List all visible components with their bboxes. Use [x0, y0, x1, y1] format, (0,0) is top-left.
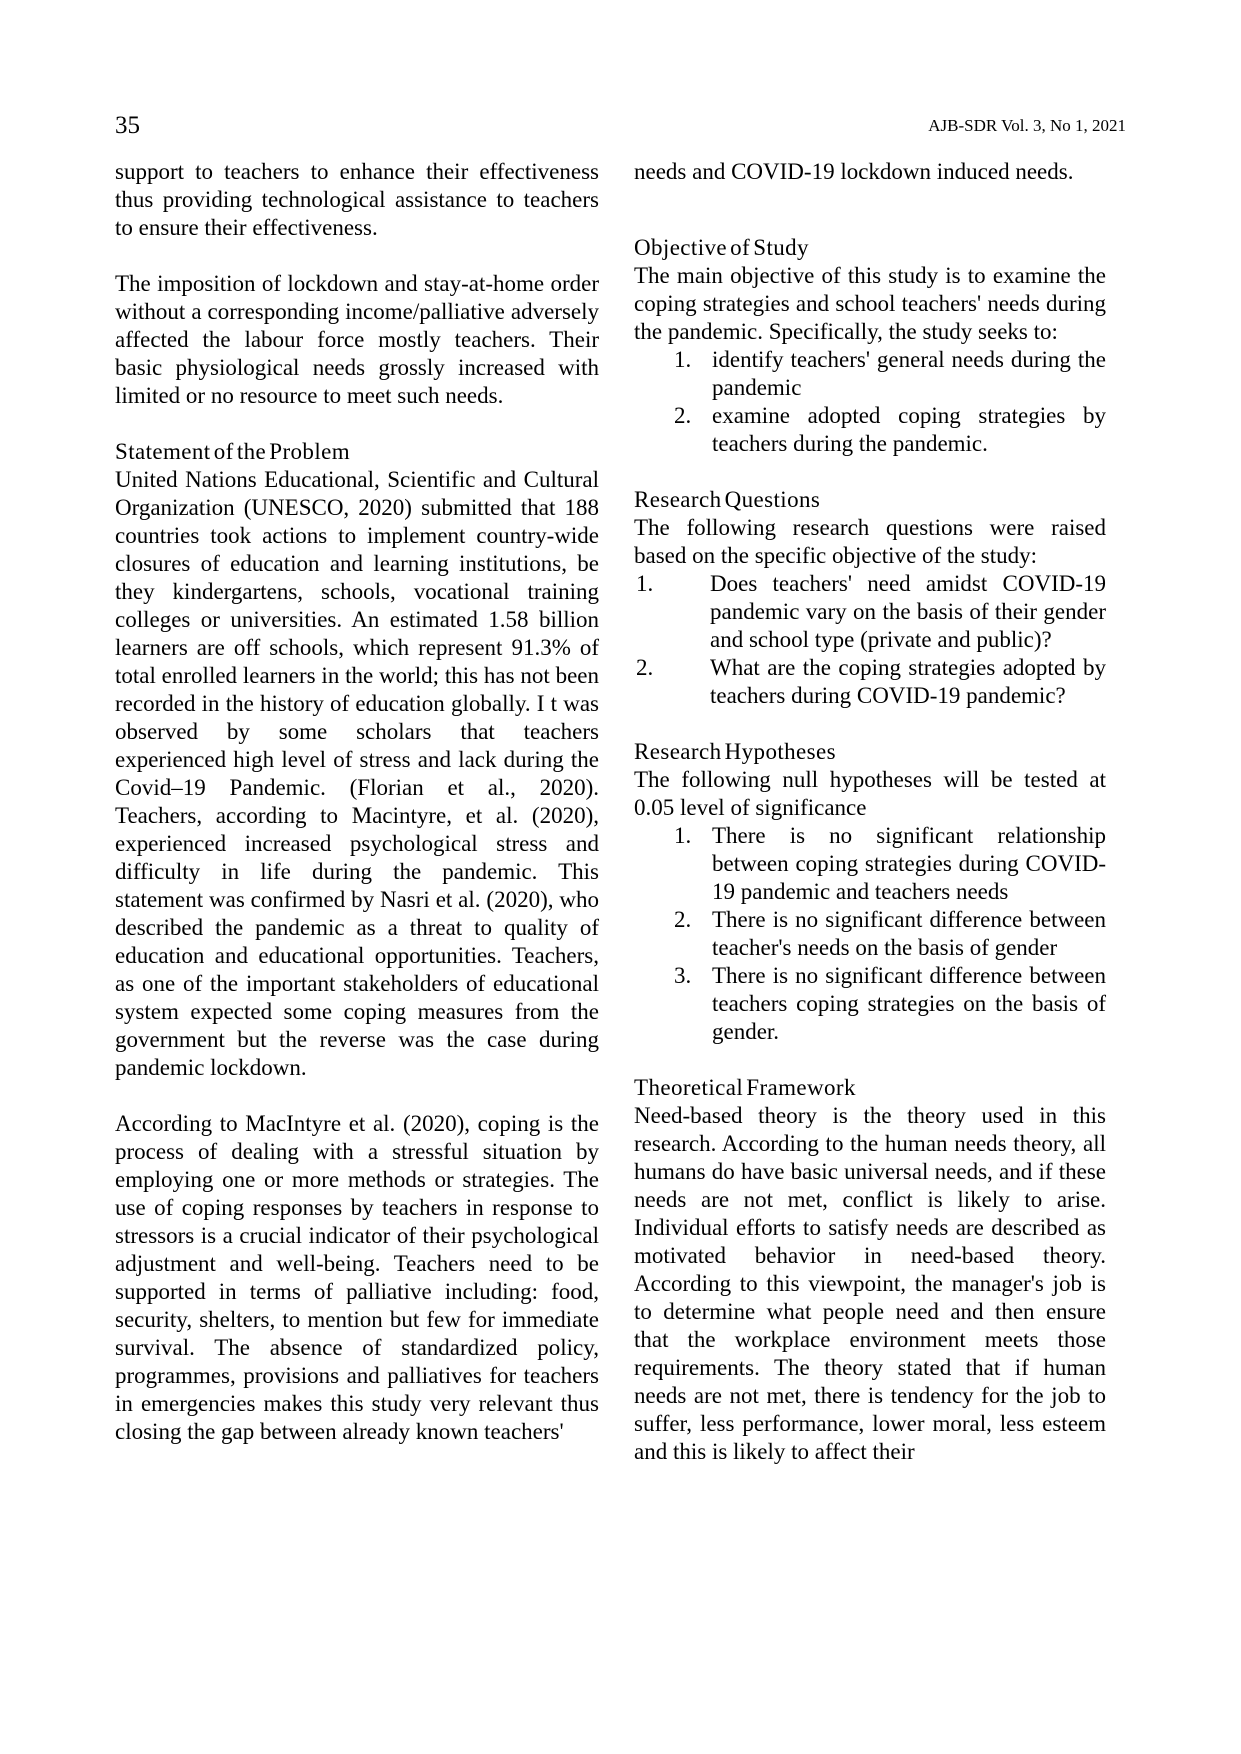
paragraph-unesco: United Nations Educational, Scientific and Cultural Organization (UNESCO, 2020) submitted that 188 countries took actions to implement country-wide closures of education and learning institutions, be they kindergartens, schools, vocational training colleges or universities. An estimated 1.58 billion learners are off schools, which represent 91.3% of total enrolled learners in the world; this has not been recorded in the history of education globally. I t was observed by some scholars that teachers experienced high level of stress and lack during the Covid–19 Pandemic. (Florian et al., 2020). Teachers, according to Macintyre, et al. (2020), experienced increased psychological stress and difficulty in life during the pandemic. This statement was confirmed by Nasri et al. (2020), who described the pandemic as a threat to quality of education and educational opportunities. Teachers, as one of the important stakeholders of educational system expected some coping measures from the government but the reverse was the case during pandemic lockdown.: [115, 467, 599, 1080]
list-item-text: Does teachers' need amidst COVID-19 pandemic vary on the basis of their gender and school type (private and public)?: [710, 571, 1106, 652]
list-marker: 2.: [674, 907, 692, 932]
list-marker: 2.: [636, 655, 654, 680]
objectives-list: [634, 346, 1106, 458]
list-item-text: identify teachers' general needs during the pandemic: [712, 347, 1106, 400]
left-column: [115, 158, 599, 1474]
list-marker: 1.: [674, 347, 692, 372]
hypotheses-list: [634, 822, 1106, 1046]
list-item: [634, 906, 1106, 962]
list-marker: 1.: [674, 823, 692, 848]
paragraph-coping: According to MacIntyre et al. (2020), coping is the process of dealing with a stressful situation by employing one or more methods or strategies. The use of coping responses by teachers in response to stressors is a crucial indicator of their psychological adjustment and well-being. Teachers need to be supported in terms of palliative including: food, security, shelters, to mention but few for immediate survival. The absence of standardized policy, programmes, provisions and palliatives for teachers in emergencies makes this study very relevant thus closing the gap between already known teachers': [115, 1111, 599, 1444]
journal-header: AJB-SDR Vol. 3, No 1, 2021: [928, 116, 1126, 135]
list-item: [634, 402, 1106, 458]
right-column: [634, 158, 1106, 1466]
list-item: [634, 654, 1106, 710]
list-item: [634, 822, 1106, 906]
list-marker: 3.: [674, 963, 692, 988]
section-heading-research-hypotheses: Research Hypotheses: [634, 739, 836, 764]
list-item: [634, 962, 1106, 1046]
paragraph-objective-intro: The main objective of this study is to examine the coping strategies and school teachers' needs during the pandemic. Specifically, the study seeks to:: [634, 263, 1106, 344]
paragraph-lockdown-imposition: The imposition of lockdown and stay-at-home order without a corresponding income/palliative adversely affected the labour force mostly teachers. Their basic physiological needs grossly increased with limited or no resource to meet such needs.: [115, 271, 599, 408]
list-marker: 2.: [674, 403, 692, 428]
list-item-text: There is no significant difference between teacher's needs on the basis of gender: [712, 907, 1106, 960]
paragraph-questions-intro: The following research questions were raised based on the specific objective of the study:: [634, 515, 1106, 568]
paragraph-framework: Need-based theory is the theory used in this research. According to the human needs theory, all humans do have basic universal needs, and if these needs are not met, conflict is likely to arise. Individual efforts to satisfy needs are described as motivated behavior in need-based theory. According to this viewpoint, the manager's job is to determine what people need and then ensure that the workplace environment meets those requirements. The theory stated that if human needs are not met, there is tendency for the job to suffer, less performance, lower moral, less esteem and this is likely to affect their: [634, 1103, 1106, 1464]
paragraph-hypotheses-intro: The following null hypotheses will be tested at 0.05 level of significance: [634, 767, 1106, 820]
list-item-text: examine adopted coping strategies by teachers during the pandemic.: [712, 403, 1106, 456]
page-number: 35: [115, 112, 140, 139]
list-item-text: What are the coping strategies adopted by teachers during COVID-19 pandemic?: [710, 655, 1106, 708]
paragraph-support: support to teachers to enhance their effectiveness thus providing technological assistance to teachers to ensure their effectiveness.: [115, 159, 599, 240]
section-heading-theoretical-framework: Theoretical Framework: [634, 1075, 856, 1100]
research-questions-list: [634, 570, 1106, 710]
paragraph-continuation: needs and COVID-19 lockdown induced needs.: [634, 159, 1074, 184]
list-item-text: There is no significant relationship between coping strategies during COVID-19 pandemic and teachers needs: [712, 823, 1106, 904]
section-heading-research-questions: Research Questions: [634, 487, 821, 512]
list-item-text: There is no significant difference between teachers coping strategies on the basis of gender.: [712, 963, 1106, 1044]
list-marker: 1.: [636, 571, 654, 596]
section-heading-statement-of-problem: Statement of the Problem: [115, 439, 351, 464]
list-item: [634, 346, 1106, 402]
list-item: [634, 570, 1106, 654]
section-heading-objective: Objective of Study: [634, 235, 809, 260]
